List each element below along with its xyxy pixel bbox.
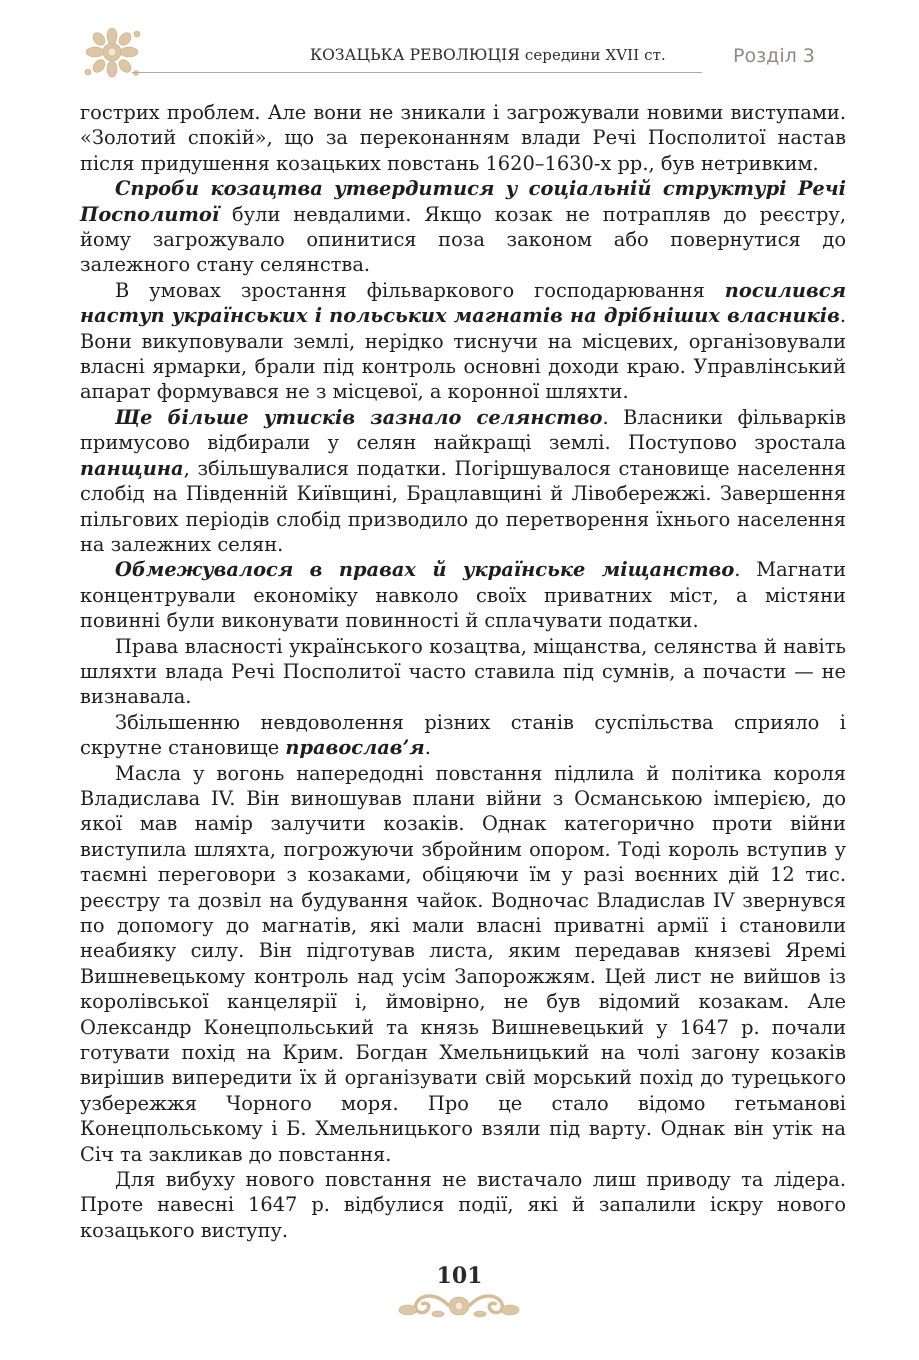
emphasis: православ’я bbox=[285, 736, 425, 760]
emphasis: Обмежувалося в правах й українське міщанство bbox=[115, 558, 735, 582]
page-body bbox=[80, 100, 846, 1243]
running-head-subtitle: середини XVII ст. bbox=[519, 46, 666, 64]
paragraph-5: Обмежувалося в правах й українське міщанство. Магнати концентрували економіку навколо своїх приватних міст, а містяни повинні були виконувати повинності й сплачувати податки. bbox=[80, 558, 846, 633]
header-rule bbox=[132, 72, 702, 73]
emphasis: посилився наступ українських і польських магнатів на дрібніших власників bbox=[80, 278, 846, 328]
paragraph-7: Збільшенню невдоволення різних станів суспільства сприяло і скрутне становище православ’я. bbox=[80, 710, 846, 760]
paragraph-2: Спроби козацтва утвердитися у соціальній структурі Речі Посполитої були невдалими. Якщо козак не потрапляв до реєстру, йому загрожувало опинитися поза законом або повернутися до залежного стану селянства. bbox=[80, 177, 846, 277]
scroll-ornament-icon bbox=[396, 1288, 522, 1320]
emphasis: Ще більше утисків зазнало селянство bbox=[115, 405, 603, 429]
running-head-title: КОЗАЦЬКА РЕВОЛЮЦІЯ bbox=[310, 46, 520, 64]
page-number: 101 bbox=[436, 1263, 483, 1289]
paragraph-6: Права власності українського козацтва, міщанства, селянства й навіть шляхти влада Речі Посполитої часто ставила під сумнів, а почасти — не визнавала. bbox=[80, 634, 846, 709]
paragraph-8: Масла у вогонь напередодні повстання підлила й політика короля Владислава IV. Він виношував плани війни з Османською імперією, до якої мав намір залучити козаків. Однак категорично проти війни виступила шляхта, погрожуючи збройним опором. Тоді король вступив у таємні переговори з козаками, обіцяючи їм у разі воєнних дій 12 тис. реєстру та дозвіл на будування чайок. Водночас Владислав IV звернувся по допомогу до магнатів, які мали власні приватні армії і становили неабияку силу. Він підготував листа, яким передавав князеві Яремі Вишневецькому контроль над усім Запорожжям. Цей лист не вийшов із королівської канцелярії і, ймовірно, не був відомий козакам. Але Олександр Конецпольський та князь Вишневецький у 1647 р. почали готувати похід на Крим. Богдан Хмельницький на чолі загону козаків вирішив випередити їх й організувати свій морський похід до турецького узбережжя Чорного моря. Про це стало відомо гетьманові Конецпольському і Б. Хмельницького взяли під варту. Однак він утік на Січ та закликав до повстання. bbox=[80, 761, 846, 1166]
section-label: Розділ 3 bbox=[733, 45, 815, 67]
paragraph-1: гострих проблем. Але вони не зникали і загрожували новими виступами. «Золотий спокій», що за переконанням влади Речі Посполитої настав після придушення козацьких повстань 1620–1630-х рр., був нетривким. bbox=[80, 101, 846, 175]
emphasis: панщина bbox=[80, 456, 184, 480]
paragraph-3: В умовах зростання фільваркового господарювання посилився наступ українських і польських магнатів на дрібніших власників. Вони викуповували землі, нерідко тиснучи на місцевих, організовували власні ярмарки, брали під контроль основні доходи краю. Управлінський апарат формувався не з місцевої, а коронної шляхти. bbox=[80, 278, 846, 404]
running-head bbox=[310, 46, 666, 64]
paragraph-4: Ще більше утисків зазнало селянство. Власники фільварків примусово відбирали у селян найкращі землі. Поступово зростала панщина, збільшувалися податки. Погіршувалося становище населення слобід на Південній Київщині, Брацлавщині й Лівобережжі. Завершення пільгових періодів слобід призводило до перетворення їхнього населення на залежних селян. bbox=[80, 405, 846, 556]
paragraph-9: Для вибуху нового повстання не вистачало лиш приводу та лідера. Проте навесні 1647 р. відбулися події, які й запалили іскру нового козацького виступу. bbox=[80, 1168, 846, 1242]
emphasis: Спроби козацтва утвердитися у соціальній структурі Речі Посполитої bbox=[80, 177, 846, 226]
